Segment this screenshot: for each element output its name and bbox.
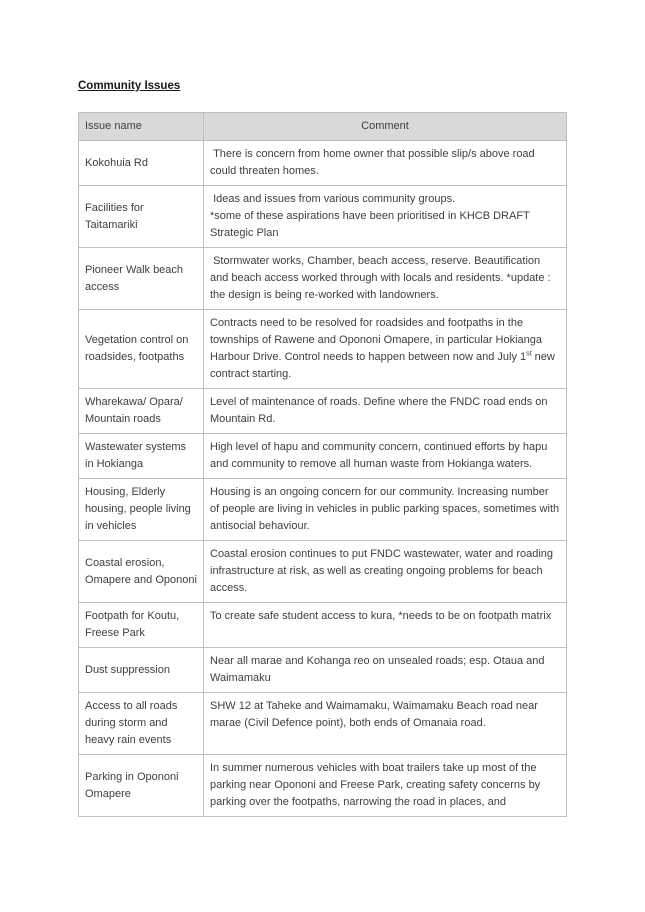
issue-name-cell: Wharekawa/ Opara/ Mountain roads bbox=[79, 389, 204, 434]
comment-cell: Ideas and issues from various community groups. *some of these aspirations have been prioritised in KHCB DRAFT Strategic Plan bbox=[204, 186, 567, 248]
table-row bbox=[79, 693, 567, 755]
issue-name-cell: Footpath for Koutu, Freese Park bbox=[79, 603, 204, 648]
table-row bbox=[79, 434, 567, 479]
table-header-row bbox=[79, 113, 567, 141]
table-row bbox=[79, 479, 567, 541]
table-row bbox=[79, 389, 567, 434]
issue-name-cell: Coastal erosion, Omapere and Opononi bbox=[79, 541, 204, 603]
superscript-text: st bbox=[526, 350, 532, 358]
issue-name-cell: Dust suppression bbox=[79, 648, 204, 693]
column-header-issue-name: Issue name bbox=[79, 113, 204, 141]
comment-cell: Stormwater works, Chamber, beach access, reserve. Beautification and beach access worked through with locals and residents. *update : the design is being re-worked with landowners. bbox=[204, 248, 567, 310]
issue-name-cell: Facilities for Taitamariki bbox=[79, 186, 204, 248]
table-row bbox=[79, 541, 567, 603]
table-row bbox=[79, 248, 567, 310]
table-row bbox=[79, 141, 567, 186]
comment-cell: Near all marae and Kohanga reo on unsealed roads; esp. Otaua and Waimamaku bbox=[204, 648, 567, 693]
column-header-comment: Comment bbox=[204, 113, 567, 141]
issue-name-cell: Wastewater systems in Hokianga bbox=[79, 434, 204, 479]
issue-name-cell: Pioneer Walk beach access bbox=[79, 248, 204, 310]
issue-name-cell: Kokohuia Rd bbox=[79, 141, 204, 186]
table-row bbox=[79, 186, 567, 248]
issue-name-cell: Vegetation control on roadsides, footpaths bbox=[79, 310, 204, 389]
comment-cell: Housing is an ongoing concern for our community. Increasing number of people are living in vehicles in public parking spaces, sometimes with antisocial behaviour. bbox=[204, 479, 567, 541]
table-row bbox=[79, 603, 567, 648]
table-body bbox=[79, 141, 567, 817]
table-row bbox=[79, 755, 567, 817]
comment-cell: Level of maintenance of roads. Define where the FNDC road ends on Mountain Rd. bbox=[204, 389, 567, 434]
issue-name-cell: Housing, Elderly housing, people living in vehicles bbox=[79, 479, 204, 541]
comment-cell: There is concern from home owner that possible slip/s above road could threaten homes. bbox=[204, 141, 567, 186]
issue-name-cell: Access to all roads during storm and heavy rain events bbox=[79, 693, 204, 755]
table-row bbox=[79, 648, 567, 693]
page-title: Community Issues bbox=[78, 80, 181, 92]
table-row bbox=[79, 310, 567, 389]
comment-cell: To create safe student access to kura, *needs to be on footpath matrix bbox=[204, 603, 567, 648]
comment-cell: Coastal erosion continues to put FNDC wastewater, water and roading infrastructure at risk, as well as creating ongoing problems for beach access. bbox=[204, 541, 567, 603]
comment-cell: Contracts need to be resolved for roadsides and footpaths in the townships of Rawene and Opononi Omapere, in particular Hokianga Harbour Drive. Control needs to happen between now and July 1st new contract starting. bbox=[204, 310, 567, 389]
community-issues-table bbox=[78, 112, 567, 817]
comment-cell: SHW 12 at Taheke and Waimamaku, Waimamaku Beach road near marae (Civil Defence point), both ends of Omanaia road. bbox=[204, 693, 567, 755]
comment-cell: High level of hapu and community concern, continued efforts by hapu and community to remove all human waste from Hokianga waters. bbox=[204, 434, 567, 479]
issue-name-cell: Parking in Opononi Omapere bbox=[79, 755, 204, 817]
comment-cell: In summer numerous vehicles with boat trailers take up most of the parking near Opononi and Freese Park, creating safety concerns by parking over the footpaths, narrowing the road in places, and bbox=[204, 755, 567, 817]
table-header bbox=[79, 113, 567, 141]
